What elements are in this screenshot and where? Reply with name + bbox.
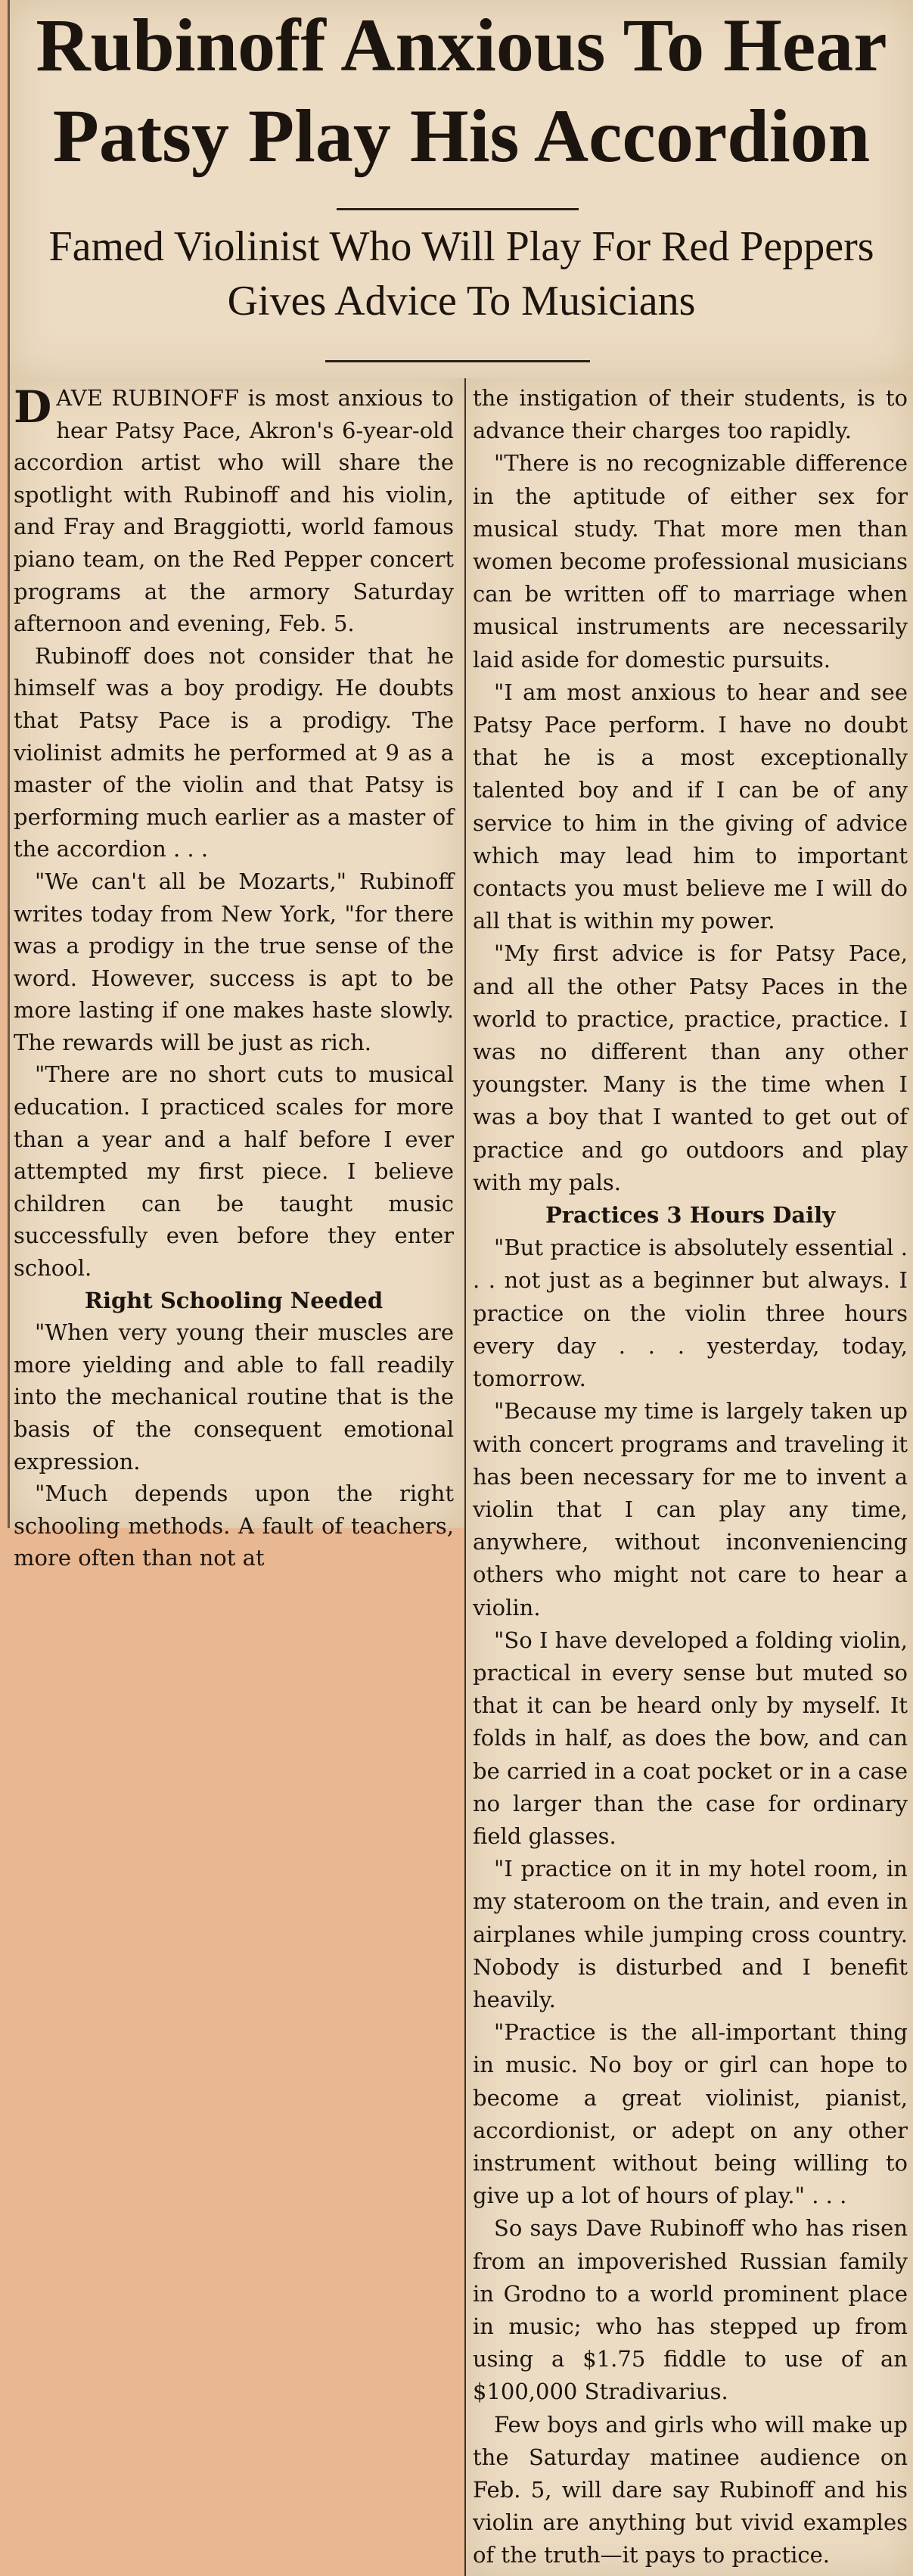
paragraph: "I practice on it in my hotel room, in my stateroom on the train, and even in airplanes while jumping cross country. Nobody is disturbed and I benefit heavily.: [473, 1856, 908, 2012]
paragraph: "I am most anxious to hear and see Patsy Pace perform. I have no doubt that he is a most exceptionally talented boy and if I can be of any service to him in the giving of advice which may lead him to important contacts you must believe me I will do all that is within my power.: [473, 679, 908, 934]
subheadline: Famed Violinist Who Will Play For Red Peppers Gives Advice To Musicians: [48, 223, 874, 325]
paragraph: "My first advice is for Patsy Pace, and all the other Patsy Paces in the world to practice, practice, practice. I was no different than any other youngster. Many is the time when I was a boy that I wanted to get out of practice and go outdoors and play with my pals.: [473, 940, 908, 1195]
paragraph: "Practice is the all-important thing in music. No boy or girl can hope to become a great violinist, pianist, accordionist, or adept on any other instrument without being willing to give up a lot of hours of play." . . .: [473, 2019, 908, 2209]
paragraph: Rubinoff does not consider that he himself was a boy prodigy. He doubts that Patsy Pace is a prodigy. The violinist admits he performed at 9 as a master of the violin and that Patsy is performing much earlier as a master of the accordion . . .: [14, 642, 454, 862]
paragraph: "There is no recognizable difference in the aptitude of either sex for musical study. That more men than women become professional musicians can be written off to marriage when musical instruments are necessarily laid aside for domestic pursuits.: [473, 450, 908, 673]
paragraph: "There are no short cuts to musical education. I practiced scales for more than a year and a half before I ever attempted my first piece. I believe children can be taught music successfully even before they enter school.: [14, 1061, 454, 1282]
column-divider: [464, 378, 466, 2576]
paragraph: "Because my time is largely taken up with concert programs and traveling it has been necessary for me to invent a violin that I can play any time, anywhere, without inconveniencing others who might not care to hear a violin.: [473, 1398, 908, 1620]
subheadline-rule: [325, 360, 590, 362]
lead-paragraph: [14, 382, 454, 640]
paragraph: "But practice is absolutely essential . . . not just as a beginner but always. I practice on the violin three hours every day . . . yesterday, today, tomorrow.: [473, 1235, 908, 1392]
paragraph: the instigation of their students, is to advance their charges too rapidly.: [473, 385, 908, 444]
paragraph: "When very young their muscles are more yielding and able to fall readily into the mechanical routine that is the basis of the consequent emotional expression.: [14, 1319, 454, 1474]
headline: Rubinoff Anxious To Hear Patsy Play His Accordion: [36, 3, 887, 178]
headline-rule: [337, 208, 579, 210]
section-subhead: Practices 3 Hours Daily: [545, 1202, 836, 1229]
paragraph: Few boys and girls who will make up the Saturday matinee audience on Feb. 5, will dare say Rubinoff and his violin are anything but vivid examples of the truth—it pays to practice.: [473, 2411, 908, 2568]
paragraph: "We can't all be Mozarts," Rubinoff writes today from New York, "for there was a prodigy in the true sense of the word. However, success is apt to be more lasting if one makes haste slowly. The rewards will be just as rich.: [14, 868, 454, 1055]
lead-text: AVE RUBINOFF is most anxious to hear Patsy Pace, Akron's 6-year-old accordion artist who will share the spotlight with Rubinoff and his violin, and Fray and Braggiotti, world famous piano team, on the Red Pepper concert programs at the armory Saturday afternoon and evening, Feb. 5.: [14, 385, 454, 637]
drop-cap: D: [14, 381, 52, 433]
section-subhead: Right Schooling Needed: [84, 1287, 384, 1313]
article-column-left: [14, 382, 454, 1574]
left-border-rule: [8, 0, 10, 1528]
paragraph: "So I have developed a folding violin, practical in every sense but muted so that it can be heard only by myself. It folds in half, as does the bow, and can be carried in a coat pocket or in a case no larger than the case for ordinary field glasses.: [473, 1627, 908, 1849]
paragraph: "Much depends upon the right schooling methods. A fault of teachers, more often than not at: [14, 1481, 454, 1571]
article-column-right: [473, 382, 908, 2572]
paragraph: So says Dave Rubinoff who has risen from an impoverished Russian family in Grodno to a world prominent place in music; who has stepped up from using a $1.75 fiddle to use of an $100,000 Stradivarius.: [473, 2215, 908, 2405]
